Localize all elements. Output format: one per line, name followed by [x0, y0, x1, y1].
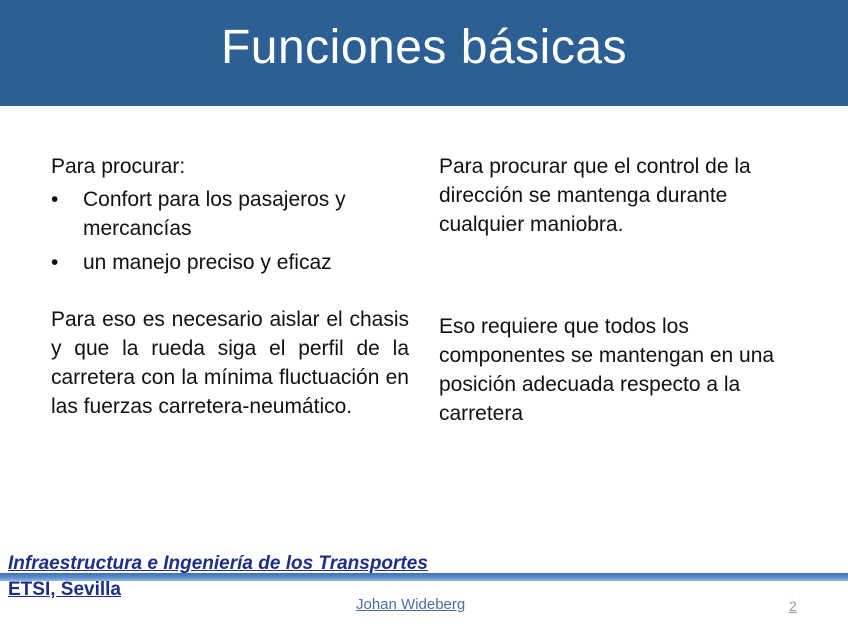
bullet-item	[51, 185, 409, 243]
left-paragraph: Para eso es necesario aislar el chasis y que la rueda siga el perfil de la carretera con la mínima fluctuación en las fuerzas carretera-neumático.	[51, 308, 409, 418]
footer-organization-link[interactable]: Infraestructura e Ingeniería de los Transportes	[8, 553, 428, 574]
right-paragraph-1: Para procurar que el control de la dirección se mantenga durante cualquier maniobra.	[439, 155, 751, 236]
bullet-text: un manejo preciso y eficaz	[83, 251, 332, 274]
left-intro: Para procurar:	[51, 155, 186, 178]
bullet-icon: •	[51, 188, 59, 211]
bullet-text: Confort para los pasajeros y mercancías	[83, 188, 346, 240]
footer-author-link[interactable]: Johan Wideberg	[356, 596, 466, 613]
footer-school-link[interactable]: ETSI, Sevilla	[8, 579, 121, 600]
title-bar	[0, 0, 848, 106]
bullet-item	[51, 248, 409, 277]
right-paragraph-2: Eso requiere que todos los componentes se mantengan en una posición adecuada respecto a la carretera	[439, 315, 775, 425]
slide-title: Funciones básicas	[220, 20, 628, 74]
bullet-list	[51, 185, 409, 277]
left-column	[51, 152, 409, 421]
page-number-link[interactable]: 2	[789, 598, 797, 614]
bullet-icon: •	[51, 251, 59, 274]
right-column	[439, 152, 809, 239]
